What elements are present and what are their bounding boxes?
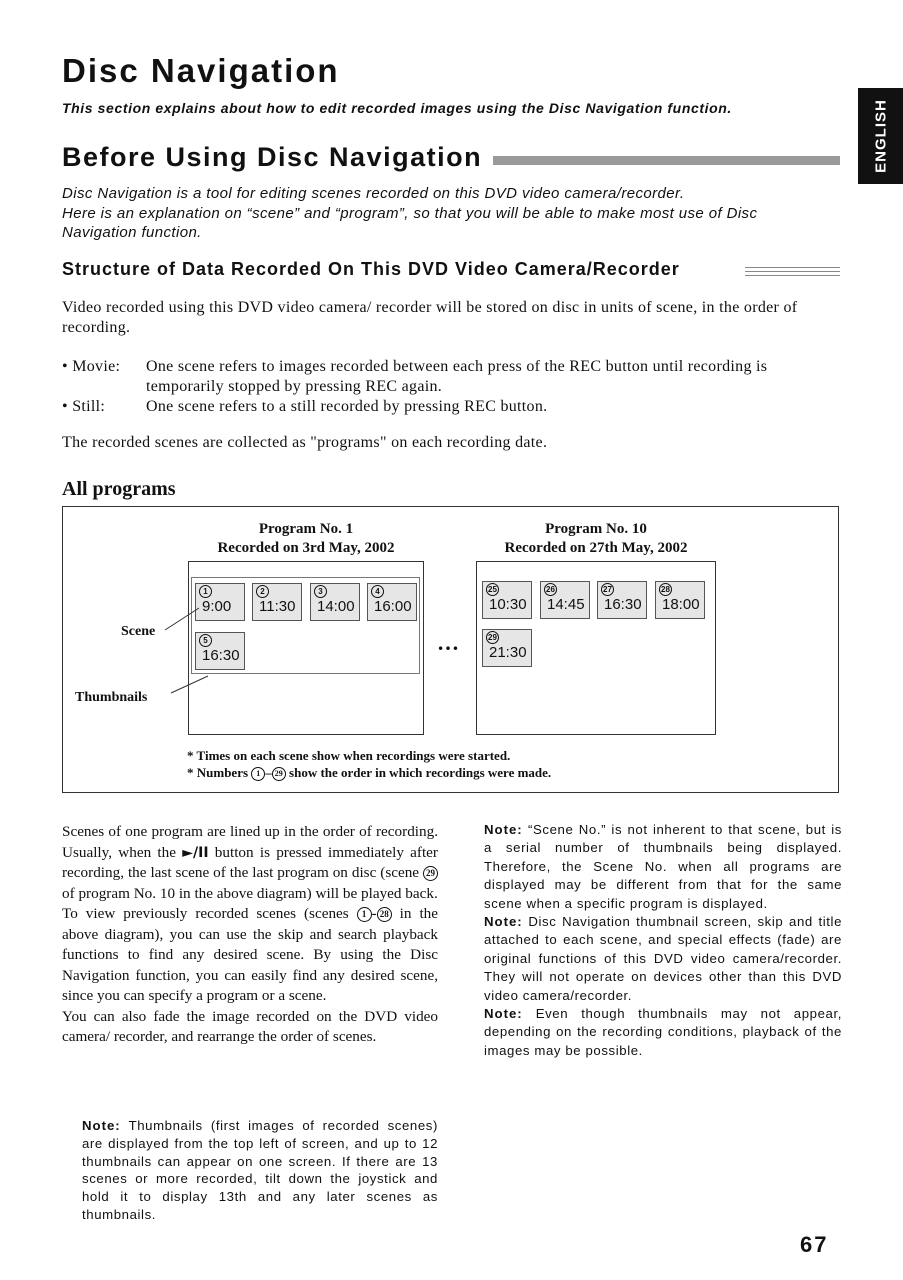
scene-time: 21:30 — [489, 644, 527, 661]
scene-number-badge: 5 — [199, 634, 212, 647]
right-notes — [484, 821, 842, 1060]
diagram-heading: All programs — [62, 478, 176, 500]
intro-line: Here is an explanation on “scene” and “program”, so that you will be able to make most use of Disc — [62, 204, 758, 222]
scene-number-badge: 1 — [199, 585, 212, 598]
scene-number-badge: 3 — [314, 585, 327, 598]
scene-number-badge: 28 — [659, 583, 672, 596]
scene-number-badge: 4 — [371, 585, 384, 598]
note-label: Note: — [484, 822, 523, 837]
more-programs-ellipsis: … — [437, 630, 460, 655]
note-dash: – — [265, 765, 272, 780]
scene-number-badge: 25 — [486, 583, 499, 596]
scene-label: Scene — [121, 624, 156, 639]
list-item-label: • Still: — [62, 398, 106, 415]
page-number: 67 — [800, 1232, 829, 1257]
note-text: Even though thumbnails may not appear, depending on the recording conditions, playback of the images may be possible. — [484, 1006, 842, 1058]
note-item — [484, 913, 842, 1005]
list-item-text: One scene refers to images recorded between each press of the REC button until recording is temporarily stopped by pressing REC again. — [146, 358, 768, 395]
section-title: Before Using Disc Navigation — [62, 142, 483, 172]
diagram-notes — [187, 747, 551, 781]
note-text: show the order in which recordings were made. — [285, 765, 552, 780]
structure-paragraph: Video recorded using this DVD video camera/ recorder will be stored on disc in units of scene, in the order of recording. — [62, 299, 798, 336]
diagram-note-numbers — [187, 764, 551, 781]
text: of program No. 10 in the above diagram) will be played back. — [62, 884, 438, 902]
paragraph: You can also fade the image recorded on the DVD video camera/ recorder, and rearrange the order of scenes. — [62, 1007, 438, 1045]
note-item — [484, 1005, 842, 1060]
play-pause-icon: ►/II — [182, 844, 209, 861]
program-10-title: Program No. 10 — [545, 521, 647, 537]
note-text: Disc Navigation thumbnail screen, skip and title attached to each scene, and special effects (fade) are original functions of this DVD video camera/recorder. They will not operate on devices other than this DVD video camera/recorder. — [484, 914, 843, 1003]
program-1-date: Recorded on 3rd May, 2002 — [217, 540, 395, 556]
text: - — [371, 905, 377, 922]
scene-time: 16:30 — [604, 596, 642, 613]
language-tab-label: ENGLISH — [872, 99, 889, 173]
scene-time: 14:45 — [547, 596, 585, 613]
note-label: Note: — [484, 914, 523, 930]
thumbnail-note — [82, 1117, 438, 1224]
scene-time: 14:00 — [317, 598, 355, 615]
note-label: Note: — [82, 1118, 121, 1133]
left-column — [62, 822, 438, 1048]
circled-number: 28 — [377, 907, 392, 922]
note-item — [484, 821, 842, 913]
diagram-note-times: * Times on each scene show when recordings were started. — [187, 748, 511, 763]
scene-number-badge: 27 — [601, 583, 614, 596]
circled-number: 1 — [251, 767, 265, 781]
subsection-title: Structure of Data Recorded On This DVD Video Camera/Recorder — [62, 259, 680, 279]
scene-time: 11:30 — [259, 598, 296, 615]
paragraph — [62, 822, 438, 904]
thumbnails-label: Thumbnails — [75, 690, 148, 705]
circled-number: 29 — [423, 866, 438, 881]
scene-number-badge: 26 — [544, 583, 557, 596]
circled-number: 29 — [272, 767, 286, 781]
scene-time: 10:30 — [489, 596, 527, 613]
circled-number: 1 — [357, 907, 372, 922]
paragraph — [62, 904, 438, 1007]
scene-number-badge: 2 — [256, 585, 269, 598]
programs-paragraph: The recorded scenes are collected as "programs" on each recording date. — [62, 434, 548, 451]
program-1-title: Program No. 1 — [258, 521, 354, 537]
scene-time: 16:30 — [202, 647, 240, 664]
text: in the above diagram), you can use the skip and search playback functions to find any desired scene. By using the Disc Navigation function, you can easily find any desired scene, since you can specify a program or a scene. — [62, 905, 439, 1004]
thumbnails-callout-line — [171, 676, 208, 693]
text: button is pressed immediately after recording, the last scene of the last program on disc (scene — [62, 843, 438, 881]
page-subtitle: This section explains about how to edit recorded images using the Disc Navigation function. — [62, 100, 732, 116]
list-item-text: One scene refers to a still recorded by pressing REC button. — [146, 398, 548, 415]
scene-number-badge: 29 — [486, 631, 499, 644]
scene-time: 16:00 — [374, 598, 412, 615]
note-text: Thumbnails (first images of recorded scenes) are displayed from the top left of screen, and up to 12 thumbnails can appear on one screen. If there are 13 scenes or more recorded, tilt down the joystick and hold it to display 13th and any later scenes as thumbnails. — [82, 1118, 438, 1222]
scene-time: 9:00 — [202, 598, 232, 615]
scene-callout-line — [165, 608, 199, 630]
program-10-date: Recorded on 27th May, 2002 — [504, 540, 688, 556]
note-label: Note: — [484, 1006, 523, 1022]
scene-time: 18:00 — [662, 596, 700, 613]
text: To view previously recorded scenes (scenes — [62, 905, 357, 922]
list-item-label: • Movie: — [62, 358, 121, 375]
intro-line: Navigation function. — [62, 224, 202, 241]
note-text: * Numbers — [187, 765, 252, 780]
page-title: Disc Navigation — [62, 52, 340, 89]
intro-line: Disc Navigation is a tool for editing scenes recorded on this DVD video camera/recorder. — [62, 185, 685, 202]
note-text: “Scene No.” is not inherent to that scene, but is a serial number of thumbnails being displayed. Therefore, the Scene No. when all programs are displayed may be different from that for the same scene when a specific program is displayed. — [484, 822, 842, 911]
text: Scenes of one program are lined up in the order of recording. Usually, when the — [62, 823, 438, 861]
